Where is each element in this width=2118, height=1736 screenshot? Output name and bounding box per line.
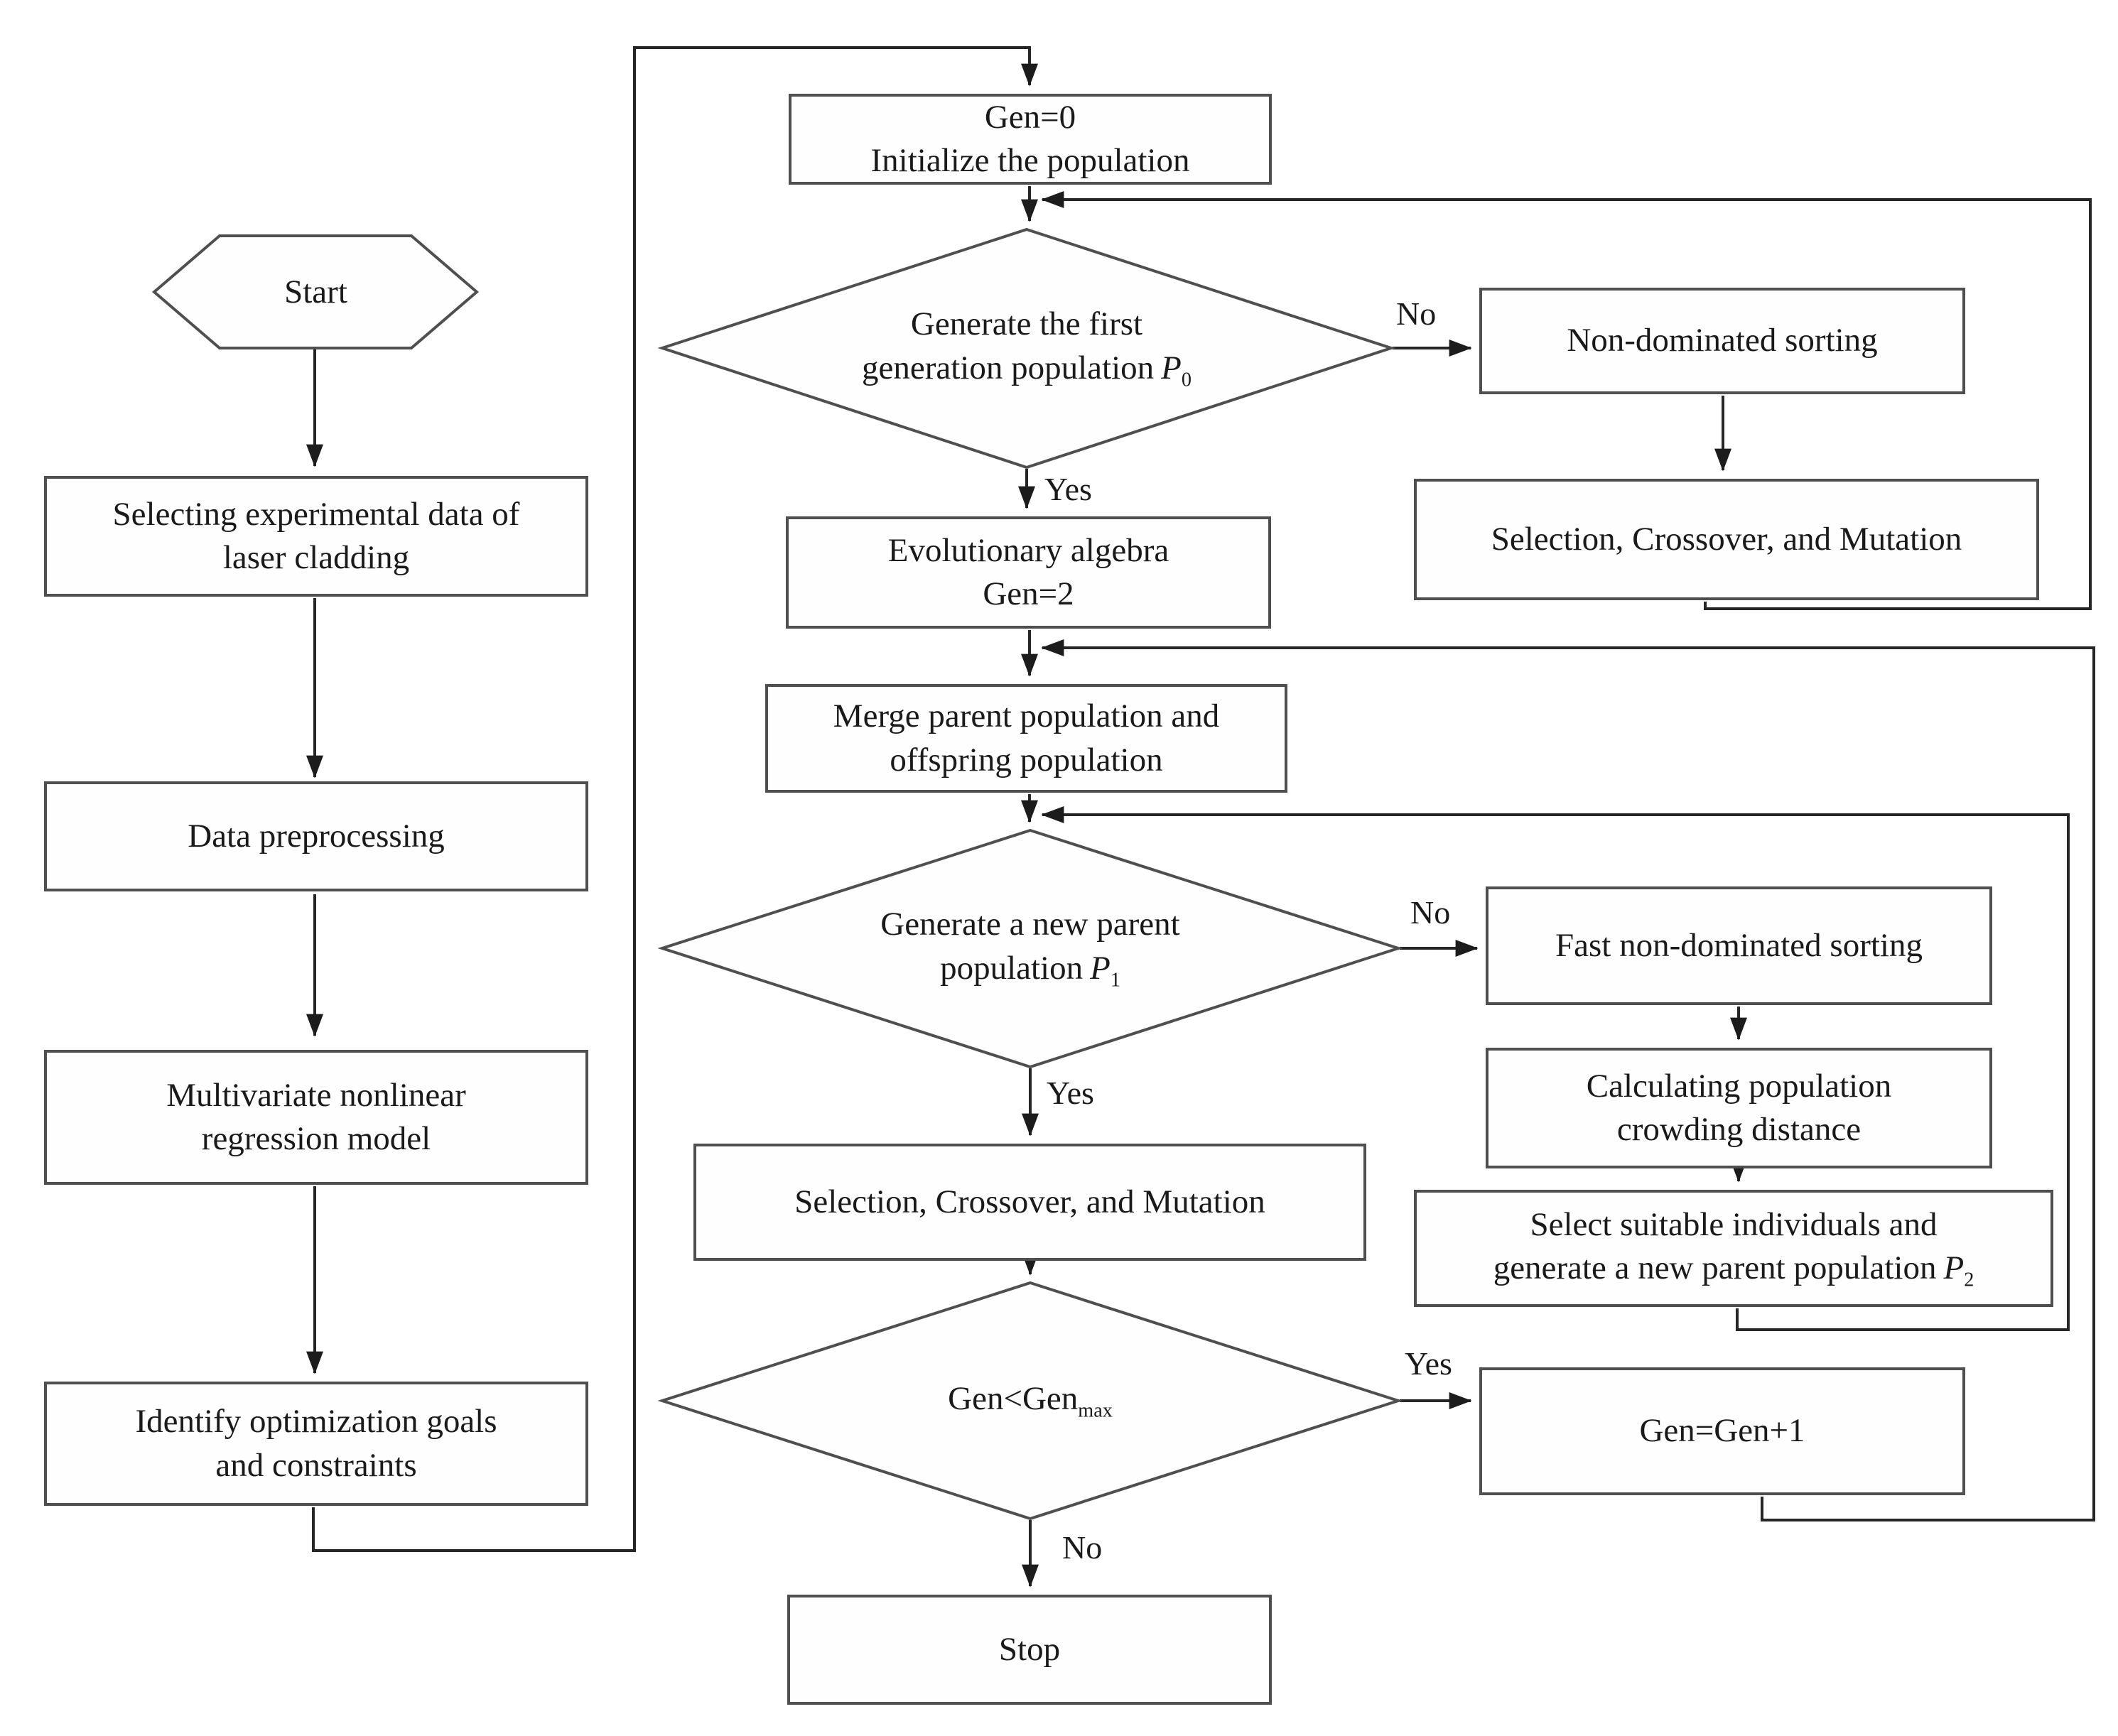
gen-max-expression-text: Gen<Gen	[948, 1379, 1079, 1417]
start-node-label: Start	[284, 273, 347, 310]
decision-new-parent-line2-text: population	[940, 949, 1084, 987]
edge-label-gen-max-no: No	[1062, 1529, 1103, 1566]
decision-first-generation-line2-text: generation population	[862, 349, 1155, 386]
decision-first-generation-label	[764, 264, 1290, 432]
identify-line1: Identify optimization goals	[135, 1403, 497, 1441]
regression-node	[44, 1050, 588, 1185]
select-data-line1: Selecting experimental data of	[112, 495, 520, 533]
identify-node	[44, 1382, 588, 1506]
identify-line2: and constraints	[215, 1446, 417, 1484]
stop-label: Stop	[998, 1630, 1061, 1668]
edge-label-new-parent-no: No	[1410, 894, 1451, 931]
select-data-node	[44, 476, 588, 597]
init-line2: Initialize the population	[870, 142, 1190, 179]
population-symbol-subscript: 2	[1964, 1269, 1974, 1291]
crowding-node	[1486, 1048, 1992, 1168]
select-p2-line2	[1493, 1247, 1974, 1293]
select-data-line2: laser cladding	[222, 539, 410, 576]
edge-label-gen-max-yes: Yes	[1405, 1345, 1452, 1382]
init-node	[789, 94, 1272, 185]
decision-gen-max-label	[803, 1318, 1258, 1484]
scm-right-label: Selection, Crossover, and Mutation	[1491, 520, 1962, 558]
gen-max-subscript: max	[1078, 1399, 1113, 1422]
merge-node	[765, 684, 1287, 793]
edge-label-first-generation-no: No	[1396, 295, 1437, 332]
population-symbol: P	[1090, 949, 1111, 987]
regression-line1: Multivariate nonlinear	[166, 1076, 466, 1114]
fast-nds-label: Fast non-dominated sorting	[1555, 926, 1923, 964]
population-symbol-subscript: 0	[1181, 368, 1192, 391]
decision-new-parent-label	[767, 864, 1293, 1032]
init-line1: Gen=0	[984, 98, 1076, 136]
evolutionary-node	[786, 516, 1271, 629]
preprocessing-node	[44, 781, 588, 891]
stop-node	[787, 1595, 1272, 1705]
gen-max-expression	[948, 1377, 1113, 1424]
scm-center-node	[693, 1144, 1366, 1261]
select-p2-line2-text: generate a new parent population	[1493, 1249, 1937, 1287]
edge-label-first-generation-yes: Yes	[1044, 471, 1092, 507]
merge-line2: offspring population	[890, 741, 1163, 779]
gen-inc-node	[1479, 1367, 1965, 1495]
crowding-line1: Calculating population	[1586, 1067, 1892, 1105]
crowding-line2: crowding distance	[1616, 1111, 1862, 1148]
edge-label-new-parent-yes: Yes	[1047, 1075, 1094, 1111]
scm-right-node	[1414, 479, 2039, 600]
population-symbol: P	[1943, 1249, 1965, 1287]
fast-nds-node	[1486, 886, 1992, 1005]
population-symbol: P	[1161, 349, 1182, 386]
select-p2-node	[1414, 1190, 2053, 1307]
population-symbol-subscript: 1	[1110, 968, 1120, 991]
evolutionary-line1: Evolutionary algebra	[887, 531, 1169, 569]
decision-new-parent-line1: Generate a new parent	[880, 906, 1180, 943]
regression-line2: regression model	[201, 1120, 431, 1157]
select-p2-line1: Select suitable individuals and	[1530, 1205, 1938, 1243]
nds-node	[1479, 288, 1965, 394]
decision-new-parent-line2	[940, 947, 1120, 994]
evolutionary-line2: Gen=2	[983, 575, 1074, 612]
decision-first-generation-line1: Generate the first	[910, 305, 1143, 343]
preprocessing-label: Data preprocessing	[188, 817, 445, 855]
gen-inc-label: Gen=Gen+1	[1639, 1412, 1805, 1450]
merge-line1: Merge parent population and	[833, 698, 1220, 735]
decision-first-generation-line2	[862, 347, 1192, 394]
scm-center-label: Selection, Crossover, and Mutation	[794, 1183, 1265, 1220]
nds-label: Non-dominated sorting	[1567, 322, 1878, 359]
